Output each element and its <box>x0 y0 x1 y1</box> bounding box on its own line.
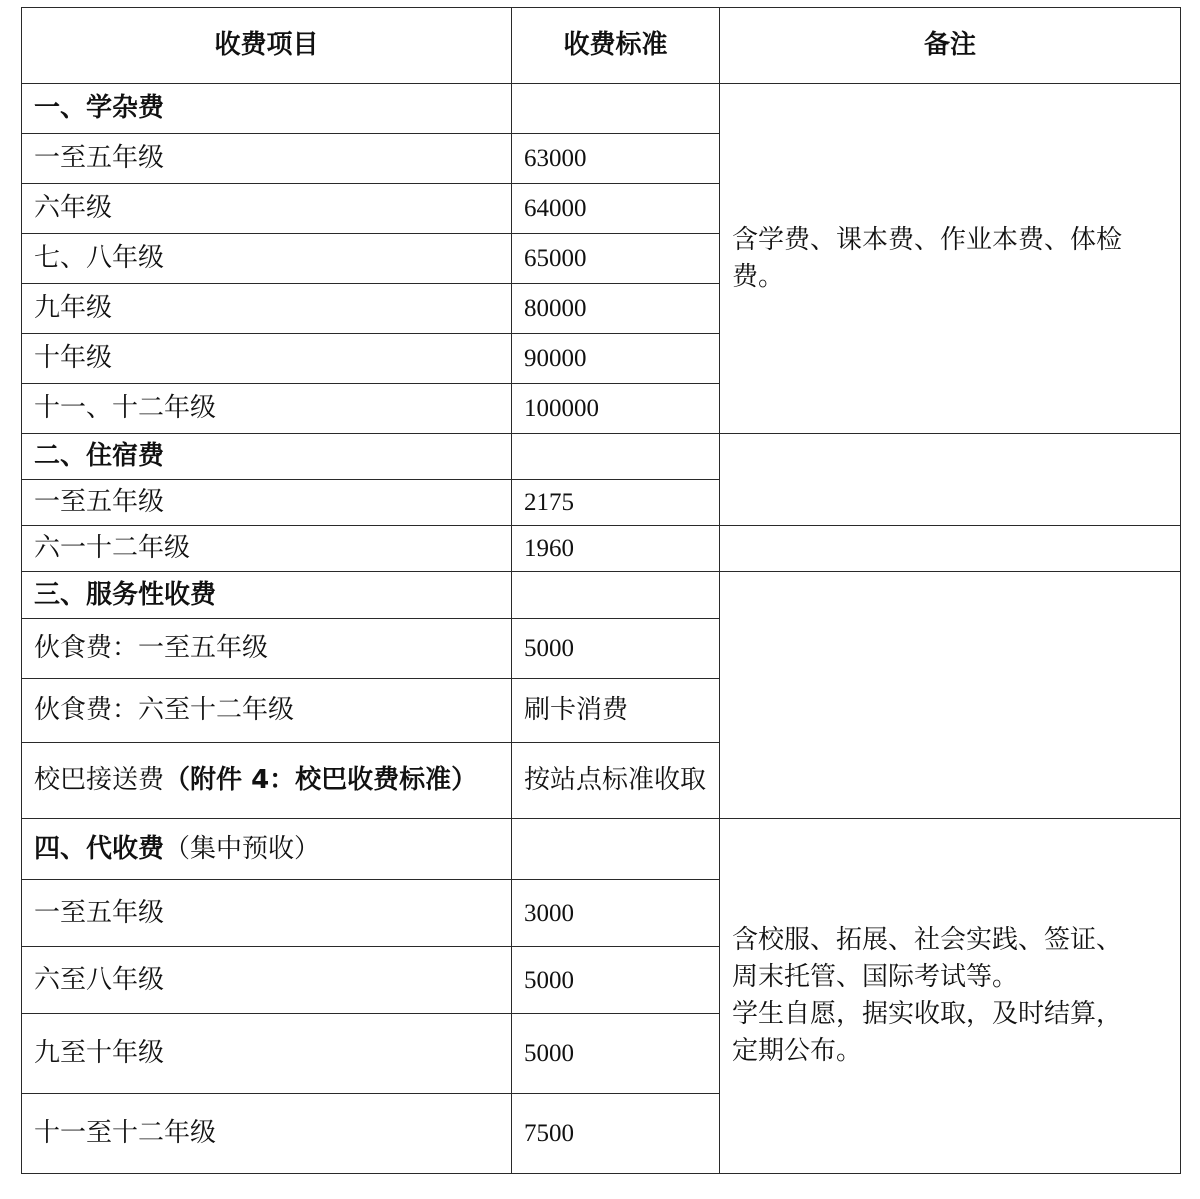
note-line: 学生自愿，据实收取，及时结算， <box>732 999 1123 1029</box>
item-cell: 十一、十二年级 <box>22 384 512 434</box>
item-cell: 六一十二年级 <box>22 526 512 572</box>
value-cell: 5000 <box>512 1014 720 1094</box>
value-cell: 100000 <box>512 384 720 434</box>
section-title-boarding: 二、住宿费 <box>22 434 512 480</box>
item-cell: 一至五年级 <box>22 480 512 526</box>
value-cell: 64000 <box>512 184 720 234</box>
header-note: 备注 <box>720 8 1181 84</box>
value-cell: 1960 <box>512 526 720 572</box>
bus-item-prefix: 校巴接送费 <box>34 765 165 795</box>
note-line: 定期公布。 <box>732 1036 863 1066</box>
section-row <box>22 434 1181 480</box>
empty-cell <box>512 84 720 134</box>
item-cell: 伙食费：六至十二年级 <box>22 679 512 743</box>
item-cell: 伙食费：一至五年级 <box>22 619 512 679</box>
section-row <box>22 572 1181 619</box>
empty-note-cell <box>720 526 1181 572</box>
section-title: 四、代收费 <box>34 833 165 864</box>
header-standard: 收费标准 <box>512 8 720 84</box>
value-cell: 按站点标准收取 <box>512 743 720 819</box>
note-line: 周末托管、国际考试等。 <box>732 962 1019 992</box>
value-cell: 90000 <box>512 334 720 384</box>
empty-cell <box>512 819 720 880</box>
value-cell: 65000 <box>512 234 720 284</box>
note-line: 费。 <box>732 261 785 292</box>
note-line: 含学费、课本费、作业本费、体检 <box>732 224 1123 255</box>
value-cell: 5000 <box>512 947 720 1014</box>
value-cell: 7500 <box>512 1094 720 1174</box>
item-cell: 九年级 <box>22 284 512 334</box>
header-item: 收费项目 <box>22 8 512 84</box>
value-cell: 2175 <box>512 480 720 526</box>
empty-cell <box>512 572 720 619</box>
note-services <box>720 572 1181 819</box>
value-cell: 80000 <box>512 284 720 334</box>
note-collection <box>720 819 1181 1174</box>
item-cell: 九至十年级 <box>22 1014 512 1094</box>
value-cell: 刷卡消费 <box>512 679 720 743</box>
section-title-tuition: 一、学杂费 <box>22 84 512 134</box>
item-cell: 六年级 <box>22 184 512 234</box>
section-title-collection <box>22 819 512 880</box>
section-title-services: 三、服务性收费 <box>22 572 512 619</box>
value-cell: 63000 <box>512 134 720 184</box>
item-cell <box>22 743 512 819</box>
value-cell: 5000 <box>512 619 720 679</box>
section-row <box>22 819 1181 880</box>
table-header-row <box>22 8 1181 84</box>
item-cell: 十年级 <box>22 334 512 384</box>
section-title-suffix: （集中预收） <box>164 833 321 864</box>
item-cell: 一至五年级 <box>22 134 512 184</box>
value-cell: 3000 <box>512 880 720 947</box>
item-cell: 一至五年级 <box>22 880 512 947</box>
empty-cell <box>512 434 720 480</box>
item-cell: 七、八年级 <box>22 234 512 284</box>
item-cell: 十一至十二年级 <box>22 1094 512 1174</box>
note-boarding <box>720 434 1181 526</box>
fee-table <box>21 7 1181 1174</box>
note-tuition <box>720 84 1181 434</box>
item-cell: 六至八年级 <box>22 947 512 1014</box>
note-line: 含校服、拓展、社会实践、签证、 <box>732 925 1123 955</box>
section-row <box>22 84 1181 134</box>
bus-item-attachment: （附件 4：校巴收费标准） <box>164 765 478 795</box>
table-row <box>22 526 1181 572</box>
